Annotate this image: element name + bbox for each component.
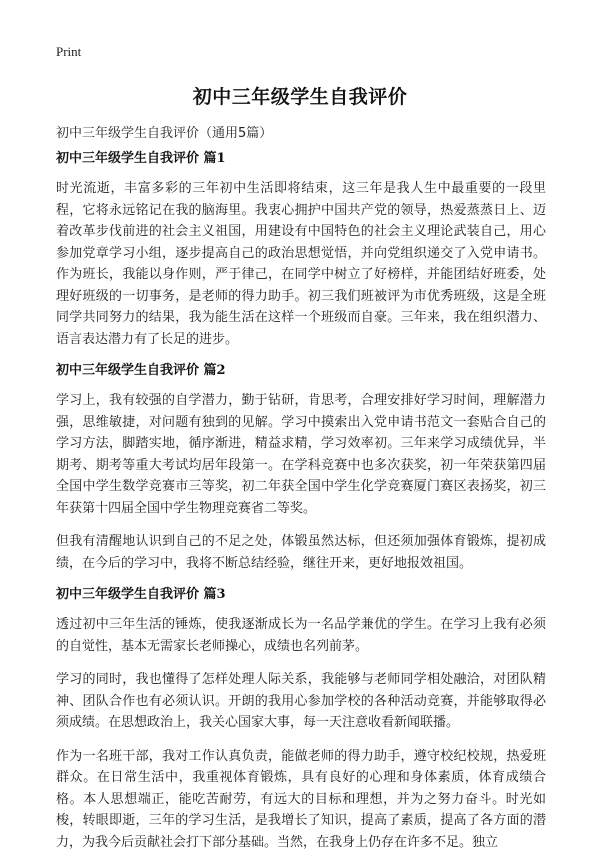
section-heading: 初中三年级学生自我评价 篇3: [56, 587, 226, 602]
paragraph: 学习的同时，我也懂得了怎样处理人际关系，我能够与老师同学相处融洽，对团队精神、团队合作也有必须认识。开朗的我用心参加学校的各种活动竞赛，并能够取得必须成绩。在思想政治上，我关心国家大事，每一天注意收看新闻联播。: [56, 672, 546, 730]
paragraph: 透过初中三年生活的锤炼，使我逐渐成长为一名品学兼优的学生。在学习上我有必须的自觉性，基本无需家长老师操心，成绩也名列前茅。: [56, 617, 546, 654]
section-heading: 初中三年级学生自我评价 篇1: [56, 151, 226, 166]
document-subtitle: 初中三年级学生自我评价（通用5篇）: [56, 126, 273, 141]
paragraph: 作为一名班干部，我对工作认真负责，能做老师的得力助手，遵守校纪校规，热爱班群众。在日常生活中，我重视体育锻炼，具有良好的心理和身体素质，体育成绩合格。本人思想端正，能吃苦耐劳，有远大的目标和理想，并为之努力奋斗。时光如梭，转眼即逝，三年的学习生活，是我增长了知识，提高了素质，提高了各方面的潜力，为我今后贡献社会打下部分基础。当然，在我身上仍存在许多不足。独立: [56, 748, 546, 850]
paragraph: 时光流逝，丰富多彩的三年初中生活即将结束，这三年是我人生中最重要的一段里程，它将永远铭记在我的脑海里。我衷心拥护中国共产党的领导，热爱蒸蒸日上、迈着改革步伐前进的社会主义祖国，用建设有中国特色的社会主义理论武装自己，用心参加党章学习小组，逐步提高自己的政治思想觉悟，并向党组织递交了入党申请书。作为班长，我能以身作则，严于律己，在同学中树立了好榜样，并能团结好班委，处理好班级的一切事务，是老师的得力助手。初三我们班被评为市优秀班级，这是全班同学共同努力的结果，我为能生活在这样一个班级而自豪。三年来，我在组织潜力、语言表达潜力有了长足的进步。: [56, 181, 546, 347]
print-link[interactable]: Print: [56, 44, 82, 59]
section-heading: 初中三年级学生自我评价 篇2: [56, 363, 226, 378]
document-body: [56, 150, 546, 865]
paragraph: 但我有清醒地认识到自己的不足之处，体锻虽然达标，但还须加强体育锻炼，提初成绩，在今后的学习中，我将不断总结经验，继往开来，更好地报效祖国。: [56, 534, 546, 571]
page-title: 初中三年级学生自我评价: [192, 86, 408, 108]
paragraph: 学习上，我有较强的自学潜力，勤于钻研，肯思考，合理安排好学习时间，理解潜力强，思维敏捷，对问题有独到的见解。学习中摸索出入党申请书范文一套贴合自己的学习方法，脚踏实地，循序渐进，精益求精，学习效率初。三年来学习成绩优异，半期考、期考等重大考试均居年段第一。在学科竞赛中也多次获奖，初一年荣获第四届全国中学生数学竞赛市三等奖，初二年获全国中学生化学竞赛厦门赛区表扬奖，初三年获第十四届全国中学生物理竞赛省二等奖。: [56, 393, 546, 516]
